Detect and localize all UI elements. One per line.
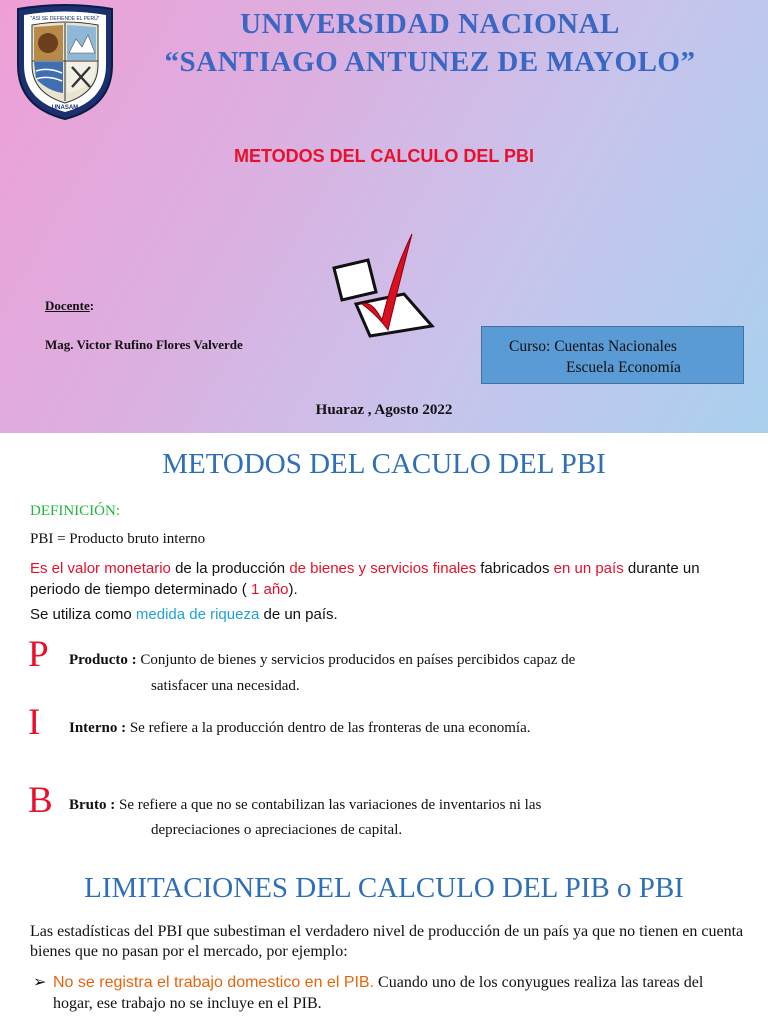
svg-text:UNASAM: UNASAM bbox=[51, 105, 79, 111]
docente-name: Mag. Victor Rufino Flores Valverde bbox=[45, 337, 243, 352]
term-bruto-cont: depreciaciones o apreciaciones de capital. bbox=[151, 822, 403, 838]
school-line: Escuela Economía bbox=[566, 359, 681, 376]
course-line: Curso: Cuentas Nacionales bbox=[509, 338, 677, 355]
docente-label: Docente: bbox=[45, 298, 95, 313]
wealth-measure-text: Se utiliza como medida de riqueza de un país. bbox=[30, 606, 338, 623]
term-bruto: Bruto : Se refiere a que no se contabilizan las variaciones de inventarios ni las bbox=[69, 797, 542, 813]
limitations-intro: Las estadísticas del PBI que subestiman el verdadero nivel de producción de un país ya que no tienen en cuenta bienes que no pasan por el mercado, por ejemplo: bbox=[30, 923, 744, 960]
title-slide bbox=[0, 0, 768, 433]
course-info-box bbox=[481, 326, 744, 384]
term-interno: Interno : Se refiere a la producción dentro de las fronteras de una economía. bbox=[69, 720, 531, 736]
letter-i: I bbox=[28, 702, 41, 743]
location-date: Huaraz , Agosto 2022 bbox=[315, 402, 453, 418]
svg-text:"ASÍ SE DEFIENDE EL PERÚ": "ASÍ SE DEFIENDE EL PERÚ" bbox=[30, 16, 100, 22]
definition-heading: DEFINICIÓN: bbox=[30, 503, 120, 519]
slide1-title: METODOS DEL CALCULO DEL PBI bbox=[233, 146, 535, 166]
checkbox-checkmark-icon bbox=[328, 230, 436, 340]
university-name-line1: UNIVERSIDAD NACIONAL bbox=[240, 8, 620, 40]
definition-text: Es el valor monetario de la producción de bienes y servicios finales fabricados en un país durante un periodo de tiempo determinado ( 1 año). bbox=[30, 560, 700, 598]
slide2-title: METODOS DEL CACULO DEL PBI bbox=[162, 448, 606, 480]
letter-b: B bbox=[28, 780, 53, 821]
university-logo bbox=[14, 3, 116, 121]
limitation-bullet: ➢ No se registra el trabajo domestico en el PIB. Cuando uno de los conyugues realiza las tareas del hogar, ese trabajo no se incluye en el PIB. bbox=[33, 974, 704, 1012]
pbi-acronym: PBI = Producto bruto interno bbox=[30, 531, 206, 547]
term-producto-cont: satisfacer una necesidad. bbox=[151, 678, 300, 694]
university-name-line2: “SANTIAGO ANTUNEZ DE MAYOLO” bbox=[164, 46, 696, 78]
letter-p: P bbox=[28, 634, 49, 675]
slide3-title: LIMITACIONES DEL CALCULO DEL PIB o PBI bbox=[84, 872, 684, 904]
bullet-arrow-icon: ➢ bbox=[33, 974, 47, 991]
term-producto: Producto : Conjunto de bienes y servicios producidos en países percibidos capaz de bbox=[69, 652, 576, 668]
